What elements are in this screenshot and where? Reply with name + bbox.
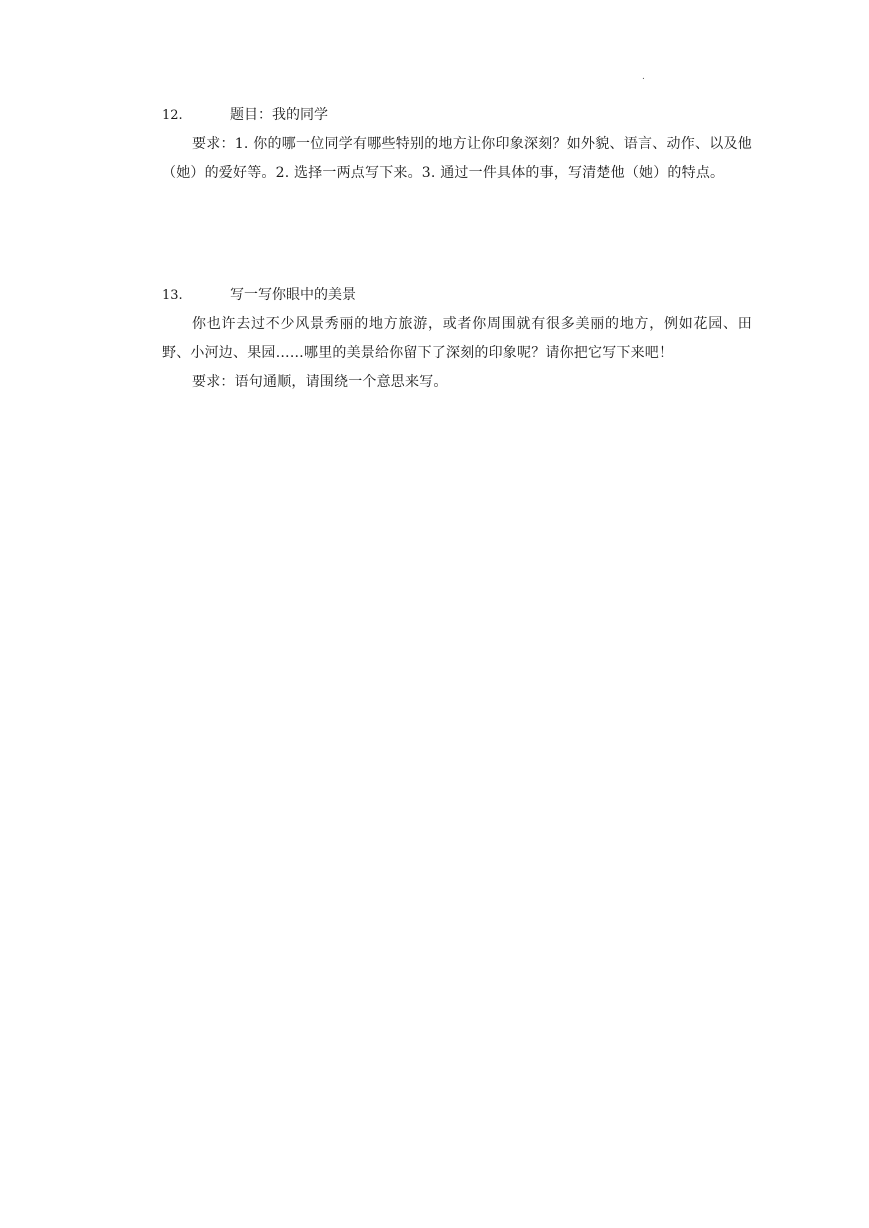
prompt-text: 你也许去过不少风景秀丽的地方旅游，或者你周围就有很多美丽的地方，例如花园、田野、小河边、果园……哪里的美景给你留下了深刻的印象呢？请你把它写下来吧！ xyxy=(162,316,752,361)
question-number: 13. xyxy=(162,288,183,303)
question-12 xyxy=(162,104,752,188)
question-header xyxy=(162,284,752,310)
requirements-text: 要求：语句通顺，请围绕一个意思来写。 xyxy=(192,374,448,390)
requirements-text: 要求：1. 你的哪一位同学有哪些特别的地方让你印象深刻？如外貌、语言、动作、以及他（她）的爱好等。2. 选择一两点写下来。3. 通过一件具体的事，写清楚他（她）的特点。 xyxy=(162,136,752,181)
question-header xyxy=(162,104,752,130)
question-13 xyxy=(162,284,752,397)
question-number: 12. xyxy=(162,108,183,123)
question-title: 写一写你眼中的美景 xyxy=(230,287,356,303)
page-marker: . xyxy=(642,72,645,82)
question-title: 题目：我的同学 xyxy=(230,107,328,123)
